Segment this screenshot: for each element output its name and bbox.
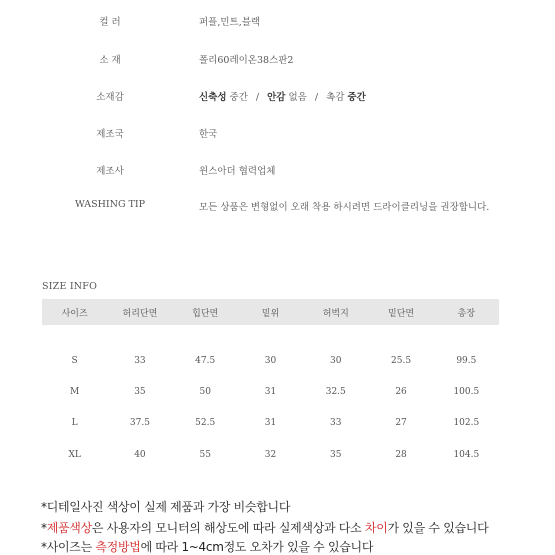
separator: /: [255, 92, 260, 103]
texture-level: 중간: [226, 92, 248, 103]
info-row-color: [0, 14, 555, 34]
table-cell: 31: [264, 418, 277, 429]
note-text: *사이즈는: [41, 540, 96, 554]
table-row: [42, 325, 499, 376]
note-text: 에 따라 1~4cm정도 오차가 있을 수 있습니다: [140, 540, 374, 554]
info-label: 소재감: [96, 92, 124, 103]
table-row: [42, 408, 499, 439]
column-header: 밑위: [238, 299, 303, 325]
info-row-country: [0, 126, 555, 146]
table-cell: 30: [264, 355, 277, 366]
note-monitor-color: [41, 519, 488, 536]
table-cell: 35: [134, 387, 146, 398]
info-value: 퍼플,민트,블랙: [199, 17, 261, 28]
texture-key: 안감: [267, 92, 286, 103]
info-row-texture: [0, 89, 555, 109]
table-header-row: [42, 299, 499, 325]
table-cell: 31: [264, 387, 277, 398]
table-cell: 102.5: [453, 418, 480, 429]
table-cell: 33: [134, 355, 146, 366]
table-cell: 100.5: [453, 387, 480, 398]
note-size-error: [41, 538, 373, 555]
note-text: 은 사용자의 모니터의 해상도에 따라 실제색상과 다소: [91, 521, 365, 535]
table-cell: S: [71, 355, 78, 366]
table-cell: 47.5: [195, 355, 216, 366]
column-header: 밑단면: [368, 299, 433, 325]
column-header: 허벅지: [303, 299, 368, 325]
note-text: 가 있을 수 있습니다: [387, 521, 489, 535]
info-label: WASHING TIP: [74, 199, 146, 210]
texture-level: 중간: [347, 92, 366, 103]
note-highlight: 측정방법: [95, 540, 141, 554]
table-cell: 104.5: [453, 449, 480, 460]
info-value: 폴리60레이온38스판2: [199, 55, 294, 66]
info-row-material: [0, 52, 555, 72]
table-cell: 26: [395, 387, 407, 398]
table-cell: 37.5: [129, 418, 150, 429]
table-cell: 28: [395, 449, 407, 460]
texture-key: 신축성: [199, 92, 227, 103]
column-header: 허리단면: [107, 299, 172, 325]
texture-level: 없음: [285, 92, 307, 103]
info-label: 컬 러: [99, 17, 121, 28]
table-cell: M: [70, 387, 80, 398]
size-table: [42, 299, 499, 471]
info-value: [199, 89, 366, 103]
texture-key: 촉감: [326, 92, 348, 103]
column-header: 힙단면: [173, 299, 238, 325]
table-cell: 40: [134, 449, 146, 460]
table-cell: 30: [330, 355, 342, 366]
table-cell: 35: [330, 449, 342, 460]
info-label: 소 재: [99, 55, 121, 66]
info-row-washing: [0, 199, 555, 219]
table-cell: 52.5: [195, 418, 216, 429]
table-cell: 33: [330, 418, 342, 429]
table-cell: L: [71, 418, 78, 429]
note-highlight: 제품색상: [46, 521, 92, 535]
info-label: 제조국: [96, 129, 124, 140]
table-cell: 55: [199, 449, 211, 460]
table-row: [42, 439, 499, 470]
table-row: [42, 376, 499, 407]
column-header: 총장: [434, 299, 499, 325]
separator: /: [314, 92, 319, 103]
table-cell: 50: [199, 387, 211, 398]
note-detail-color: *디테일사진 색상이 실제 제품과 가장 비슷합니다: [41, 500, 291, 514]
table-cell: 27: [395, 418, 407, 429]
info-value: 모든 상품은 변형없이 오래 착용 하시려면 드라이클리닝을 권장합니다.: [199, 202, 490, 213]
info-row-maker: [0, 163, 555, 183]
note-text: *: [41, 521, 47, 535]
table-cell: 32: [264, 449, 277, 460]
info-value: 윈스아더 협력업체: [199, 166, 276, 177]
table-cell: XL: [68, 449, 81, 460]
size-info-title: SIZE INFO: [42, 281, 98, 292]
info-label: 제조사: [96, 166, 124, 177]
table-cell: 25.5: [391, 355, 412, 366]
table-cell: 99.5: [456, 355, 477, 366]
column-header: 사이즈: [42, 299, 107, 325]
table-cell: 32.5: [325, 387, 346, 398]
info-value: 한국: [199, 129, 218, 140]
note-highlight: 차이: [364, 521, 388, 535]
